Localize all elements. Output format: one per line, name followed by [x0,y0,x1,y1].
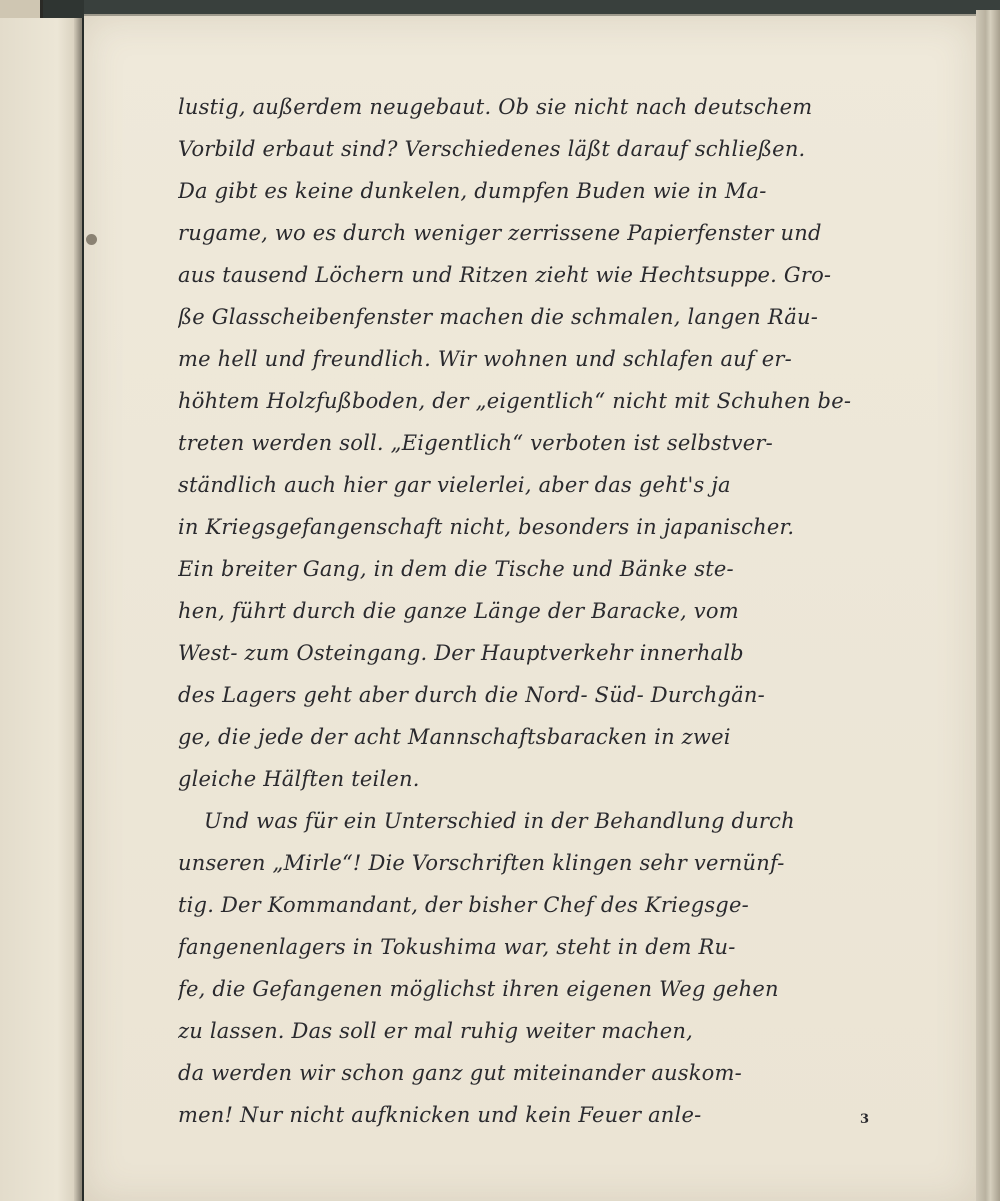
text-line: Da gibt es keine dunkelen, dumpfen Buden wie in Ma- [178,179,767,203]
text-line: fangenenlagers in Tokushima war, steht in dem Ru- [178,935,736,959]
text-line: höhtem Holzfußboden, der „eigentlich“ nicht mit Schuhen be- [178,389,852,413]
page-number: 3 [860,1112,870,1127]
text-line: treten werden soll. „Eigentlich“ verboten ist selbstver- [178,431,773,455]
text-line: unseren „Mirle“! Die Vorschriften klingen sehr vernünf- [178,851,785,875]
text-line: hen, führt durch die ganze Länge der Baracke, vom [178,599,739,623]
text-line: men! Nur nicht aufknicken und kein Feuer anle- [178,1103,702,1127]
left-page-edge [0,18,82,1201]
text-line: da werden wir schon ganz gut miteinander auskom- [178,1061,742,1085]
text-line: in Kriegsgefangenschaft nicht, besonders in japanischer. [178,515,795,539]
text-line: rugame, wo es durch weniger zerrissene Papierfenster und [178,221,822,245]
text-line: Ein breiter Gang, in dem die Tische und Bänke ste- [178,557,734,581]
text-line: ge, die jede der acht Mannschaftsbaracken in zwei [178,725,731,749]
punch-hole [86,234,97,245]
text-line: ße Glasscheibenfenster machen die schmalen, langen Räu- [178,305,818,329]
text-line: des Lagers geht aber durch die Nord- Süd- Durchgän- [178,683,765,707]
text-line: fe, die Gefangenen möglichst ihren eigenen Weg gehen [178,977,779,1001]
text-line: tig. Der Kommandant, der bisher Chef des Kriegsge- [178,893,749,917]
text-line: aus tausend Löchern und Ritzen zieht wie Hechtsuppe. Gro- [178,263,832,287]
handwritten-text-block [178,86,884,1136]
text-line: zu lassen. Das soll er mal ruhig weiter machen, [178,1019,694,1043]
text-line: gleiche Hälften teilen. [178,767,420,791]
paragraph-start-line: Und was für ein Unterschied in der Behandlung durch [204,809,795,833]
page-stack-edge [976,10,1000,1201]
text-line: West- zum Osteingang. Der Hauptverkehr innerhalb [178,641,744,665]
text-line: Vorbild erbaut sind? Verschiedenes läßt darauf schließen. [178,137,806,161]
text-line: ständlich auch hier gar vielerlei, aber das geht's ja [178,473,731,497]
scan-background [84,0,1000,14]
text-line: lustig, außerdem neugebaut. Ob sie nicht nach deutschem [178,95,813,119]
text-line: me hell und freundlich. Wir wohnen und schlafen auf er- [178,347,792,371]
